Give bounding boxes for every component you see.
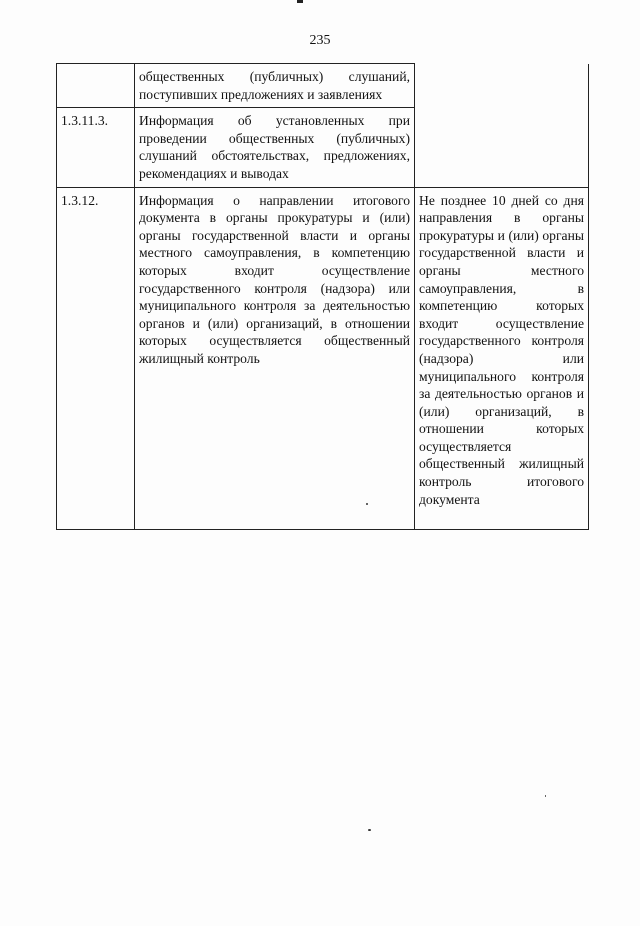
scan-speck	[366, 503, 368, 505]
row-description: общественных (публичных) слушаний, поступивших предложениях и заявлениях	[135, 64, 415, 108]
row-number: 1.3.12.	[57, 187, 135, 529]
row-deadline: Не позднее 10 дней со дня направления в органы прокуратуры и (или) органы государственной власти и органы местного самоуправления, в компетенцию которых входит осуществление государственного контроля (надзора) или муниципального контроля за деятельностью органов и (или) организаций, в отношении которых осуществляется общественный жилищный контроль итогового документа	[415, 187, 589, 529]
scan-speck	[368, 829, 371, 831]
row-description: Информация об установленных при проведении общественных (публичных) слушаний обстоятельствах, предложениях, рекомендациях и выводах	[135, 108, 415, 187]
row-deadline	[415, 64, 589, 188]
table-row	[57, 64, 589, 108]
page-number: 235	[309, 33, 331, 48]
scan-mark	[297, 0, 303, 3]
scan-speck	[545, 795, 546, 797]
row-number	[57, 64, 135, 108]
row-description: Информация о направлении итогового документа в органы прокуратуры и (или) органы государственной власти и органы местного самоуправления, в компетенцию которых входит осуществление государственного контроля (надзора) или муниципального контроля за деятельностью органов и (или) организаций, в отношении которых осуществляется общественный жилищный контроль	[135, 187, 415, 529]
table-row	[57, 187, 589, 529]
row-number: 1.3.11.3.	[57, 108, 135, 187]
document-table	[56, 63, 589, 530]
